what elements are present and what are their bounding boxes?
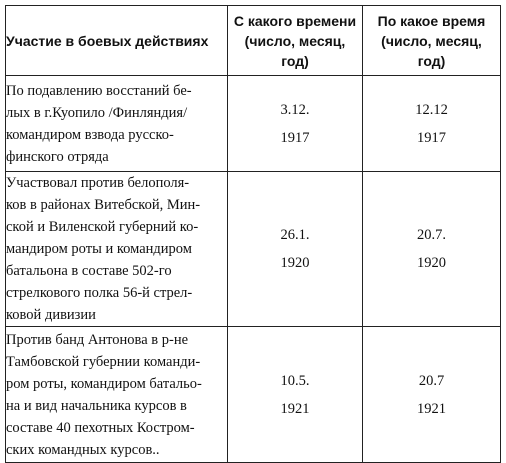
row-description [6,327,228,463]
row-to-date [363,327,501,463]
header-line: Участие в боевых действиях [6,32,209,49]
header-line: (число, месяц, [381,32,482,49]
description-line: Тамбовской губернии команди- [6,353,201,370]
date-year: 1920 [280,255,310,271]
description-line: командиром взвода русско- [6,126,174,143]
header-to-date [363,6,501,76]
description-line: Участвовал против белополя- [6,175,190,191]
header-line: год) [281,52,309,69]
description-line: финского отряда [6,148,109,165]
description-line: ром роты, командиром батальо- [6,375,202,392]
description-line: ковой дивизии [6,307,96,323]
description-line: ской и Виленской губерний ко- [6,219,199,235]
header-line: По какое время [377,12,486,29]
date-day-month: 10.5. [280,372,310,389]
description-line: ков в районах Витебской, Мин- [6,197,201,213]
description-line: По подавлению восстаний бе- [6,82,192,99]
date-year: 1917 [280,129,310,146]
description-line: ских командных курсов.. [6,441,160,458]
description-line: батальона в составе 502-го [6,263,172,279]
header-line: год) [417,52,446,69]
row-from-date [228,327,363,463]
row-to-date [363,172,501,327]
description-line: на и вид начальника курсов в [6,397,187,414]
date-year: 1920 [417,255,446,271]
date-day-month: 3.12. [280,101,310,118]
header-line: (число, месяц, [244,32,346,49]
description-line: стрелкового полка 56-й стрел- [6,285,193,301]
date-year: 1921 [280,400,310,417]
date-day-month: 20.7 [418,372,445,389]
row-to-date [363,76,501,172]
header-line: С какого времени [233,12,357,29]
date-year: 1921 [417,400,446,417]
row-from-date [228,76,363,172]
date-day-month: 20.7. [417,227,446,243]
table-row [6,327,501,463]
combat-service-table [5,5,501,463]
header-participation [6,6,228,76]
date-day-month: 12.12 [415,101,448,118]
row-description [6,172,228,327]
description-line: мандиром роты и командиром [6,241,192,257]
description-line: лых в г.Куопило /Финляндия/ [6,104,188,121]
table-header-row [6,6,501,76]
table-row [6,172,501,327]
description-line: составе 40 пехотных Костром- [6,419,195,436]
date-year: 1917 [417,129,446,146]
table-row [6,76,501,172]
row-description [6,76,228,172]
date-day-month: 26.1. [280,227,310,243]
row-from-date [228,172,363,327]
header-from-date [228,6,363,76]
description-line: Против банд Антонова в р-не [6,331,189,348]
